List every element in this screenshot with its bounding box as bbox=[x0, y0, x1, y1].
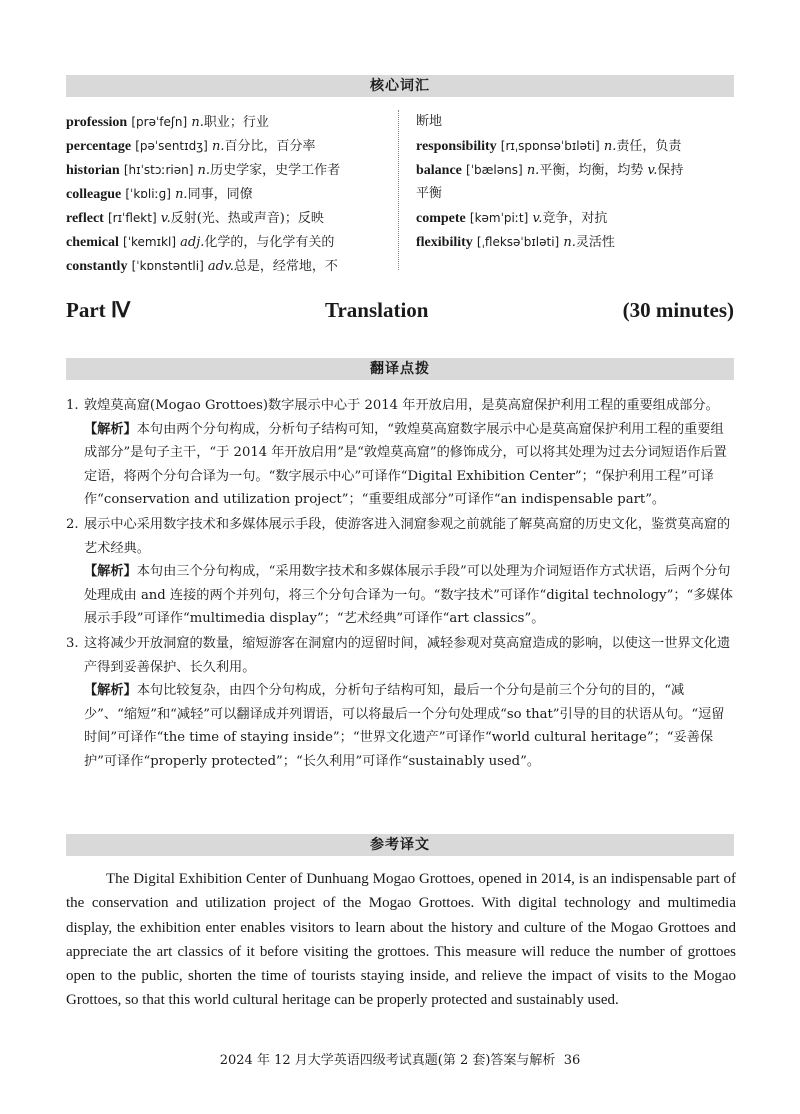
translation-tips bbox=[66, 394, 736, 774]
vocab-entry: colleague [ˈkɒliːɡ] n.同事，同僚 bbox=[66, 187, 253, 202]
tip-analysis: 【解析】本句由两个分句构成，分析句子结构可知，“敦煌莫高窟数字展示中心是莫高窟保护利用工程的重要组成部分”是句子主干，“于 2014 年开放启用”是“敦煌莫高窟”的修饰成分，可以将其处理为过去分词短语作后置定语，将两个分句合译为一句。“数字展示中心”可译作“Digital Exhibition Center”；“保护利用工程”可译作“conservation and utilization project”；“重要组成部分”可译作“an indispensable part”。 bbox=[84, 421, 727, 508]
reference-translation bbox=[66, 867, 736, 1013]
vocab-continuation: 平衡 bbox=[416, 186, 443, 201]
vocab-right-column bbox=[416, 110, 683, 254]
tip-item: 2. 展示中心采用数字技术和多媒体展示手段，使游客进入洞窟参观之前就能了解莫高窟的历史文化，鉴赏莫高窟的艺术经典。 【解析】本句由三个分句构成，“采用数字技术和多媒体展示手段”可以处理为介词短语作方式状语，后两个分句处理成由 and 连接的两个并列句，将三个分句合译为一句。“数字技术”可译作“digital technology”；“多媒体展示手段”可译作“multimedia display”；“艺术经典”可译作“art classics”。 bbox=[66, 513, 736, 631]
part-label: Part Ⅳ bbox=[66, 298, 131, 322]
page-number: 36 bbox=[563, 1053, 581, 1068]
vocab-entry: responsibility [rɪˌspɒnsəˈbɪləti] n.责任，负责 bbox=[416, 139, 682, 154]
vocab-entry: historian [hɪˈstɔːriən] n.历史学家，史学工作者 bbox=[66, 163, 341, 178]
tip-analysis: 【解析】本句由三个分句构成，“采用数字技术和多媒体展示手段”可以处理为介词短语作方式状语，后两个分句处理成由 and 连接的两个并列句，将三个分句合译为一句。“数字技术”可译作“digital technology”；“多媒体展示手段”可译作“multimedia display”；“艺术经典”可译作“art classics”。 bbox=[84, 564, 733, 627]
vocab-entry: reflect [rɪˈflekt] v.反射(光、热或声音)；反映 bbox=[66, 211, 324, 226]
vocab-entry: flexibility [ˌfleksəˈbɪləti] n.灵活性 bbox=[416, 235, 615, 250]
reference-section-header: 参考译文 bbox=[66, 834, 734, 856]
part-title: Translation bbox=[325, 298, 429, 322]
reference-paragraph: The Digital Exhibition Center of Dunhuang Mogao Grottoes, opened in 2014, is an indispensable part of the conservation and utilization project of the Mogao Grottoes. With digital technology and multimedia display, the exhibition enter enables visitors to learn about the history and culture of the Mogao Grottoes and appreciate the art classics of it before visiting the grottoes. This measure will reduce the number of grottoes open to the public, shorten the time of tourists staying inside, and relieve the impact of visits to the Mogao Grottoes, so that this world cultural heritage can be properly protected and sustainably used. bbox=[66, 871, 736, 1009]
vocab-entry: percentage [pəˈsentɪdʒ] n.百分比，百分率 bbox=[66, 139, 316, 154]
vocab-section-header: 核心词汇 bbox=[66, 75, 734, 97]
part-time: (30 minutes) bbox=[622, 298, 734, 322]
tips-section-header: 翻译点拨 bbox=[66, 358, 734, 380]
vocab-entry: compete [kəmˈpiːt] v.竞争，对抗 bbox=[416, 211, 608, 226]
vocab-left-column bbox=[66, 110, 340, 278]
vocab-entry: profession [prəˈfeʃn] n.职业；行业 bbox=[66, 115, 269, 130]
tip-item: 3. 这将减少开放洞窟的数量，缩短游客在洞窟内的逗留时间，减轻参观对莫高窟造成的影响，以使这一世界文化遗产得到妥善保护、长久利用。 【解析】本句比较复杂，由四个分句构成，分析句子结构可知，最后一个分句是前三个分句的目的，“减少”、“缩短”和“减轻”可以翻译成并列谓语，可以将最后一个分句处理成“so that”引导的目的状语从句。“逗留时间”可译作“the time of staying inside”；“世界文化遗产”可译作“world cultural heritage”；“妥善保护”可译作“properly protected”；“长久利用”可译作“sustainably used”。 bbox=[66, 632, 736, 774]
vocab-entry: constantly [ˈkɒnstəntli] adv.总是，经常地，不 bbox=[66, 259, 338, 274]
page-footer: 2024 年 12 月大学英语四级考试真题(第 2 套)答案与解析 36 bbox=[219, 1053, 581, 1068]
vocab-continuation: 断地 bbox=[416, 114, 443, 129]
vocab-entry: chemical [ˈkemɪkl] adj.化学的，与化学有关的 bbox=[66, 235, 335, 250]
tip-sentence: 这将减少开放洞窟的数量，缩短游客在洞窟内的逗留时间，减轻参观对莫高窟造成的影响，以使这一世界文化遗产得到妥善保护、长久利用。 bbox=[84, 635, 731, 675]
tip-sentence: 敦煌莫高窟(Mogao Grottoes)数字展示中心于 2014 年开放启用，是莫高窟保护利用工程的重要组成部分。 bbox=[84, 398, 719, 413]
column-divider bbox=[398, 110, 399, 270]
tip-sentence: 展示中心采用数字技术和多媒体展示手段，使游客进入洞窟参观之前就能了解莫高窟的历史文化，鉴赏莫高窟的艺术经典。 bbox=[84, 516, 731, 556]
tip-analysis: 【解析】本句比较复杂，由四个分句构成，分析句子结构可知，最后一个分句是前三个分句的目的，“减少”、“缩短”和“减轻”可以翻译成并列谓语，可以将最后一个分句处理成“so that”引导的目的状语从句。“逗留时间”可译作“the time of staying inside”；“世界文化遗产”可译作“world cultural heritage”；“妥善保护”可译作“properly protected”；“长久利用”可译作“sustainably used”。 bbox=[84, 683, 725, 769]
vocab-entry: balance [ˈbæləns] n.平衡，均衡，均势 v.保持 bbox=[416, 163, 684, 178]
tip-item: 1. 敦煌莫高窟(Mogao Grottoes)数字展示中心于 2014 年开放启用，是莫高窟保护利用工程的重要组成部分。 【解析】本句由两个分句构成，分析句子结构可知，“敦煌莫高窟数字展示中心是莫高窟保护利用工程的重要组成部分”是句子主干，“于 2014 年开放启用”是“敦煌莫高窟”的修饰成分，可以将其处理为过去分词短语作后置定语，将两个分句合译为一句。“数字展示中心”可译作“Digital Exhibition Center”；“保护利用工程”可译作“conservation and utilization project”；“重要组成部分”可译作“an indispensable part”。 bbox=[66, 394, 736, 512]
